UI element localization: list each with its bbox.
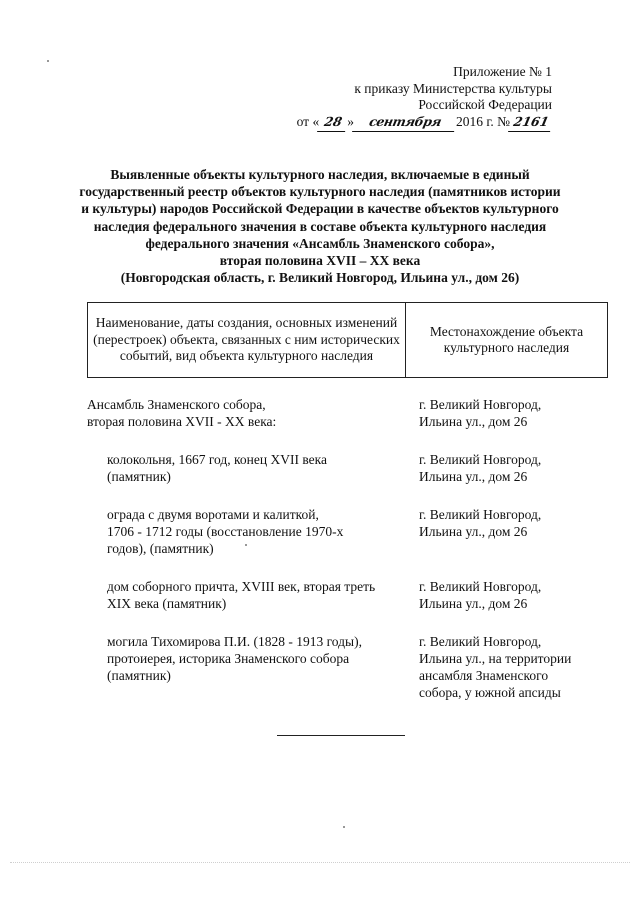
- appendix-date-line: [297, 114, 552, 132]
- document-title: [70, 166, 570, 286]
- handwritten-month: сентября: [352, 114, 458, 132]
- date-prefix: от «: [296, 113, 320, 129]
- appendix-title: Приложение № 1: [453, 64, 552, 79]
- header-name-column: Наименование, даты создания, основных изменений (перестроек) объекта, связанных с ним исторических событий, вид объекта культурного наследия: [88, 303, 406, 377]
- table-row: [87, 451, 608, 485]
- object-location: г. Великий Новгород, Ильина ул., дом 26: [419, 579, 542, 611]
- table-row: [87, 578, 608, 612]
- object-location: г. Великий Новгород, Ильина ул., дом 26: [419, 452, 542, 484]
- table-row: [87, 396, 608, 430]
- object-location: г. Великий Новгород, Ильина ул., на территории ансамбля Знаменского собора, у южной апсиды: [419, 634, 572, 700]
- header-location-column: Местонахождение объекта культурного наследия: [429, 323, 584, 355]
- object-name: ограда с двумя воротами и калиткой, 1706 - 1712 годы (восстановление 1970-х годов), (памятник): [107, 507, 344, 556]
- date-mid: »: [347, 113, 354, 129]
- scan-artifact-line: [10, 862, 630, 863]
- table-body: [87, 396, 608, 722]
- title-line: Выявленные объекты культурного наследия, включаемые в единый: [110, 167, 530, 182]
- object-location: г. Великий Новгород, Ильина ул., дом 26: [419, 397, 542, 429]
- title-line: федерального значения «Ансамбль Знаменского собора»,: [145, 235, 495, 251]
- end-separator-line: [277, 735, 405, 736]
- appendix-block: [297, 64, 552, 131]
- object-name: Ансамбль Знаменского собора, вторая половина XVII - XX века:: [87, 397, 277, 429]
- object-name: дом соборного причта, XVIII век, вторая треть XIX века (памятник): [107, 579, 376, 611]
- table-row: [87, 506, 608, 557]
- table-row: [87, 633, 608, 701]
- table-header: [87, 302, 608, 378]
- title-line: (Новгородская область, г. Великий Новгород, Ильина ул., дом 26): [120, 270, 520, 286]
- object-name: могила Тихомирова П.И. (1828 - 1913 годы), протоиерея, историка Знаменского собора (памятник): [107, 634, 362, 683]
- handwritten-order-number: 2161: [508, 114, 554, 132]
- scan-speck: [47, 60, 49, 62]
- object-location: г. Великий Новгород, Ильина ул., дом 26: [419, 507, 542, 539]
- date-year: 2016 г. №: [455, 113, 510, 129]
- appendix-order-ref: к приказу Министерства культуры: [354, 80, 552, 96]
- title-line: и культуры) народов Российской Федерации в качестве объектов культурного: [81, 201, 559, 217]
- appendix-ministry: Российской Федерации: [418, 97, 552, 112]
- title-line: наследия федерального значения в составе объекта культурного наследия: [93, 218, 547, 234]
- handwritten-day: 28: [317, 114, 349, 132]
- object-name: колокольня, 1667 год, конец XVII века (памятник): [107, 452, 327, 484]
- scan-speck: [245, 544, 247, 546]
- title-line: вторая половина XVII – XX века: [219, 253, 421, 269]
- title-line: государственный реестр объектов культурного наследия (памятников истории: [79, 184, 561, 200]
- scan-speck: [343, 826, 345, 828]
